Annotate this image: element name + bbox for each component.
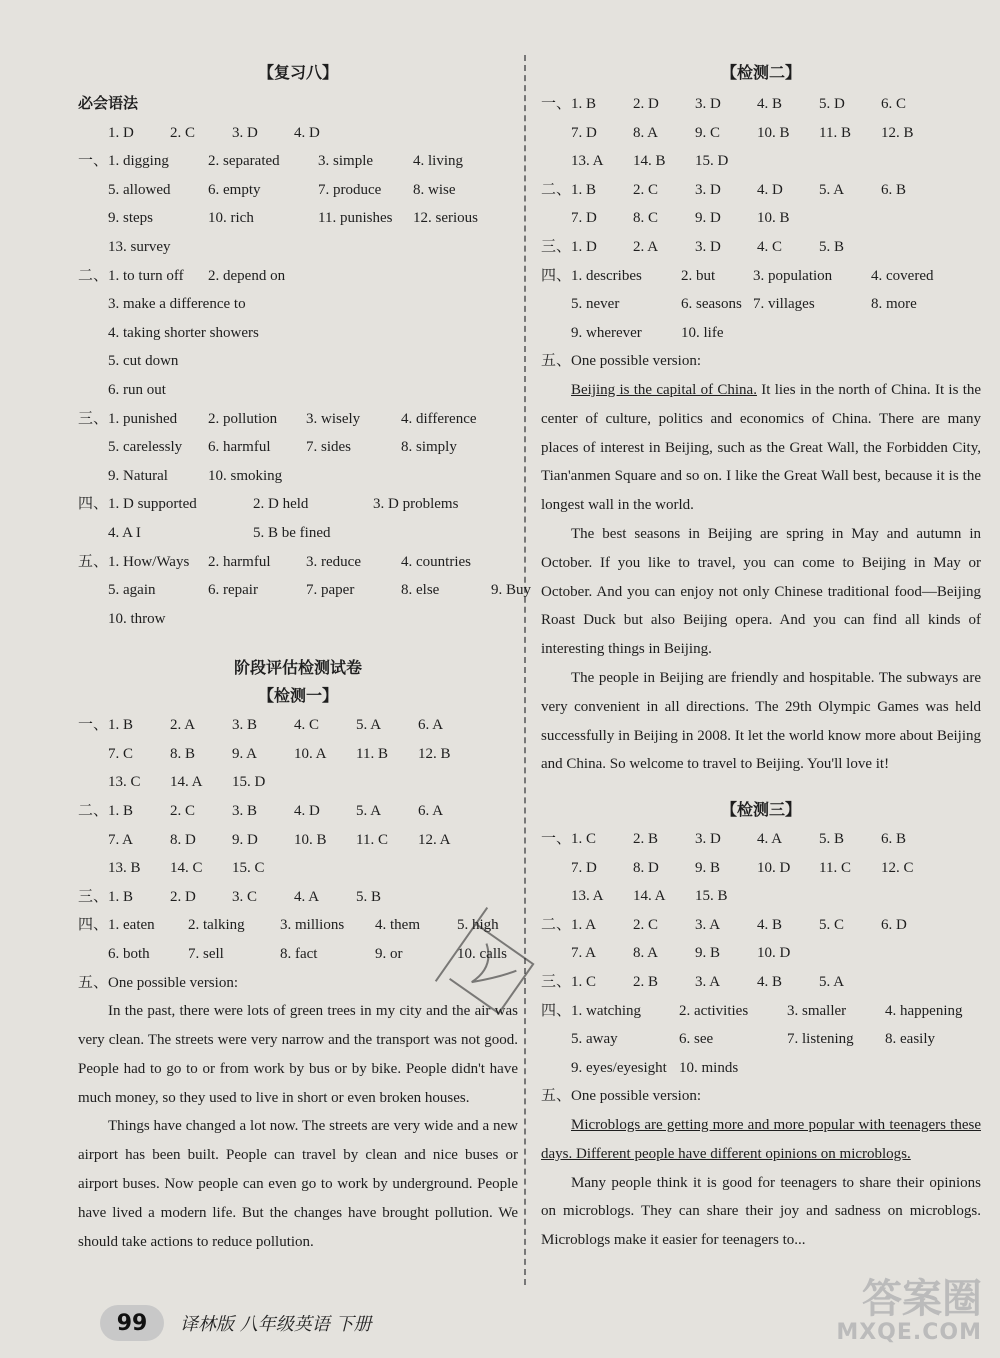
answer-item: 11. B (356, 745, 388, 762)
answer-item: 10. B (757, 124, 790, 141)
answer-item: 1. How/Ways (108, 553, 190, 570)
answer-item: 2. D held (253, 496, 309, 513)
answer-item: 4. D (294, 803, 320, 820)
answer-row (78, 290, 518, 319)
answer-row (541, 854, 981, 883)
answer-item: 7. A (108, 831, 134, 848)
answer-row (541, 968, 981, 997)
answer-item: 1. punished (108, 410, 178, 427)
answer-item: 2. C (633, 181, 659, 198)
answer-item: 9. C (695, 124, 721, 141)
answer-item: 7. C (108, 745, 134, 762)
essay-text: It lies in the north of China. It is the center of culture, politics and economics of China. There are many places of interest in Beijing, such as the Great Wall, the Forbidden City, Tian'anmen Square and so on. I like the Great Wall best, because it is the longest wall in the world. (541, 381, 982, 514)
essay-topic-sentence: Microblogs are getting more and more popular with teenagers these days. Different people have different opinions on microblogs. (541, 1117, 981, 1162)
answer-item: 4. taking shorter showers (108, 324, 259, 341)
section-2 (78, 262, 518, 405)
answer-item: 7. produce (318, 181, 382, 198)
answer-row (78, 462, 518, 491)
answer-item: 8. A (633, 124, 659, 141)
answer-item: 2. D (170, 888, 196, 905)
answer-item: 13. A (571, 888, 604, 905)
answer-item: 15. D (232, 774, 266, 791)
test3-section-2 (541, 911, 981, 968)
answer-row (78, 433, 518, 462)
answer-item: 10. D (757, 945, 791, 962)
answer-row (541, 262, 981, 291)
answer-item: 3. A (695, 974, 721, 991)
answer-item: 2. C (170, 803, 196, 820)
answer-item: 6. both (108, 946, 150, 963)
answer-item: 5. never (571, 296, 620, 313)
answer-item: 8. else (401, 582, 440, 599)
answer-item: 3. simple (318, 153, 374, 170)
answer-item: 8. fact (280, 946, 318, 963)
section-label: 一、 (541, 96, 572, 112)
answer-item: 4. countries (401, 553, 471, 570)
answer-item: 6. C (881, 96, 907, 112)
answer-item: 4. living (413, 153, 464, 170)
section-3 (78, 405, 518, 491)
answer-row (78, 740, 518, 769)
answer-item: 7. listening (787, 1031, 854, 1048)
answer-item: 2. pollution (208, 410, 278, 427)
answer-item: 6. repair (208, 582, 258, 599)
section-label: 三、 (78, 888, 109, 905)
answer-row (78, 797, 518, 826)
answer-item: 8. B (170, 745, 196, 762)
answer-item: 2. A (633, 238, 659, 255)
section-label: 二、 (78, 803, 109, 820)
answer-row (78, 490, 518, 519)
answer-item: 3. smaller (787, 1002, 847, 1019)
answer-item: 10. B (294, 831, 327, 848)
answer-item: 8. easily (885, 1031, 935, 1048)
answer-item: 6. see (679, 1031, 714, 1048)
answer-item: 11. punishes (318, 210, 393, 227)
test2-section-1 (541, 90, 981, 176)
answer-item: 9. A (232, 745, 258, 762)
section-label: 四、 (78, 496, 109, 513)
answer-item: 13. A (571, 153, 604, 170)
answer-item: 9. D (695, 210, 721, 227)
answer-item: 5. high (457, 917, 499, 934)
answer-item: 8. A (633, 945, 659, 962)
test2-section-2 (541, 176, 981, 233)
answer-item: 1. D (108, 124, 134, 141)
answer-item: 10. life (681, 324, 724, 341)
answer-item: 4. A (294, 888, 320, 905)
answer-row (541, 233, 981, 262)
answer-item: 1. eaten (108, 917, 155, 934)
answer-item: 6. harmful (208, 439, 271, 456)
test3-section-1 (541, 825, 981, 911)
answer-row (541, 204, 981, 233)
answer-item: 1. A (571, 916, 597, 933)
answer-item: 5. A (356, 717, 382, 734)
answer-item: 9. Buy (491, 582, 532, 599)
answer-item: 2. B (633, 831, 659, 848)
answer-item: 4. covered (871, 267, 934, 284)
answer-row (78, 233, 518, 262)
answer-row (78, 376, 518, 405)
answer-item: 9. B (695, 945, 721, 962)
answer-row (541, 1025, 981, 1054)
test2-section-3 (541, 233, 981, 262)
answer-item: 9. eyes/eyesight (571, 1059, 667, 1076)
answer-row (541, 290, 981, 319)
answer-item: 11. C (356, 831, 388, 848)
section-label: 三、 (78, 410, 109, 427)
answer-row (78, 347, 518, 376)
answer-item: 3. D (695, 181, 721, 198)
answer-item: 2. D (633, 96, 659, 112)
answer-item: 15. B (695, 888, 728, 905)
answer-item: 4. B (757, 96, 783, 112)
answer-item: 3. D (232, 124, 258, 141)
answer-item: 15. D (695, 153, 729, 170)
answer-item: 2. activities (679, 1002, 749, 1019)
section-label: 一、 (78, 717, 109, 734)
answer-item: 7. D (571, 124, 597, 141)
watermark-text: 答案圈 (862, 1276, 982, 1322)
answer-item: 10. minds (679, 1059, 739, 1076)
answer-item: 7. sides (306, 439, 351, 456)
answer-row (541, 939, 981, 968)
answer-item: 4. D (757, 181, 783, 198)
answer-item: 5. away (571, 1031, 618, 1048)
answer-item: 10. D (757, 859, 791, 876)
test3-section-3 (541, 968, 981, 997)
answer-item: 3. wisely (306, 410, 361, 427)
answer-item: 14. C (170, 860, 203, 877)
answer-item: 2. A (170, 717, 196, 734)
answer-item: 4. happening (885, 1002, 963, 1019)
column-divider (524, 55, 526, 1285)
essay-paragraph: Many people think it is good for teenagers to share their opinions on microblogs. They can share their joy and sadness on microblogs. Microblogs make it easier for teenagers to... (541, 1174, 981, 1249)
section-label: 二、 (541, 181, 572, 198)
answer-item: 4. A (757, 831, 783, 848)
answer-item: 1. B (571, 96, 597, 112)
answer-item: 5. C (819, 916, 845, 933)
answer-item: 5. again (108, 582, 156, 599)
section-1 (78, 147, 518, 261)
answer-item: 13. C (108, 774, 141, 791)
answer-item: 5. A (819, 974, 845, 991)
section-label: 一、 (78, 153, 109, 170)
answer-row (78, 711, 518, 740)
section-label: 四、 (541, 1002, 572, 1019)
answer-item: 12. B (418, 745, 451, 762)
answer-item: 9. or (375, 946, 403, 963)
test2-section-4 (541, 262, 981, 348)
answer-item: 6. B (881, 181, 907, 198)
answer-row (541, 147, 981, 176)
section-4 (78, 490, 518, 547)
answer-item: 6. run out (108, 381, 166, 398)
answer-item: 7. A (571, 945, 597, 962)
answer-item: 7. villages (753, 296, 815, 313)
answer-row (541, 997, 981, 1026)
answer-row (541, 1054, 981, 1083)
essay-topic-sentence: Beijing is the capital of China. (571, 381, 757, 398)
answer-item: 5. B (356, 888, 382, 905)
answer-item: 8. D (170, 831, 196, 848)
section-label: 三、 (541, 238, 572, 255)
answer-item: 5. B (819, 831, 845, 848)
answer-item: 4. B (757, 974, 783, 991)
answer-item: 3. make a difference to (108, 296, 246, 313)
answer-item: 2. separated (208, 153, 280, 170)
test1-s5-label: 五、One possible version: (78, 974, 238, 991)
answer-item: 3. B (232, 803, 258, 820)
answer-item: 5. allowed (108, 181, 171, 198)
section-label: 一、 (541, 831, 572, 848)
answer-item: 7. sell (188, 946, 224, 963)
answer-item: 3. D (695, 96, 721, 112)
answer-item: 10. B (757, 210, 790, 227)
answer-item: 6. A (418, 803, 444, 820)
answer-item: 8. simply (401, 439, 457, 456)
answer-row (78, 405, 518, 434)
answer-item: 14. A (170, 774, 203, 791)
answer-item: 1. describes (571, 267, 642, 284)
answer-row (541, 911, 981, 940)
answer-item: 1. to turn off (108, 267, 184, 284)
answer-item: 5. A (819, 181, 845, 198)
answer-item: 3. D (695, 831, 721, 848)
answer-item: 3. C (232, 888, 258, 905)
answer-item: 5. A (356, 803, 382, 820)
answer-row (78, 519, 518, 548)
answer-item: 14. B (633, 153, 666, 170)
answer-item: 2. talking (188, 917, 245, 934)
test2-title: 【检测二】 (720, 65, 801, 82)
answer-item: 6. D (881, 916, 907, 933)
answer-row (78, 826, 518, 855)
answer-item: 1. D supported (108, 496, 197, 513)
answer-item: 1. digging (108, 153, 169, 170)
answer-item: 4. them (375, 917, 421, 934)
answer-row (541, 119, 981, 148)
answer-item: 3. reduce (306, 553, 361, 570)
answer-item: 7. paper (306, 582, 355, 599)
answer-item: 1. C (571, 974, 597, 991)
answer-row (78, 176, 518, 205)
answer-item: 8. wise (413, 181, 456, 198)
answer-row (78, 204, 518, 233)
answer-item: 1. C (571, 831, 597, 848)
answer-item: 1. B (108, 717, 134, 734)
answer-item: 3. B (232, 717, 258, 734)
answer-row (78, 768, 518, 797)
answer-item: 3. population (753, 267, 833, 284)
section-label: 四、 (541, 267, 572, 284)
answer-item: 12. serious (413, 210, 478, 227)
answer-item: 8. more (871, 296, 917, 313)
page-number: 99 (100, 1305, 164, 1341)
answer-item: 13. B (108, 860, 141, 877)
book-info: 译林版 八年级英语 下册 (180, 1314, 372, 1335)
answer-item: 6. seasons (681, 296, 742, 313)
essay-paragraph: Things have changed a lot now. The streets are very wide and a new airport has been built. People can travel by clean and nice buses or airport buses. Now people can even go to work by underground. People have lived a modern life. But the changes have brought pollution. We should take actions to reduce pollution. (78, 1118, 518, 1250)
answer-item: 15. C (232, 860, 265, 877)
answer-item: 2. C (170, 124, 196, 141)
test2-essay (541, 376, 981, 779)
essay-paragraph: In the past, there were lots of green trees in my city and the air was very clean. The streets were very narrow and the transport was not good. People had to go to or from work by bus or by bike. People didn't have much money, so they used to live in short or even broken houses. (78, 1003, 518, 1106)
section-label: 三、 (541, 974, 572, 991)
answer-item: 2. B (633, 974, 659, 991)
answer-item: 7. D (571, 859, 597, 876)
answer-item: 5. cut down (108, 353, 179, 370)
test1-title: 【检测一】 (257, 688, 338, 706)
essay-paragraph: The best seasons in Beijing are spring in May and autumn in October. If you like to travel, you can come to Beijing in May or October. And you can enjoy not only Chinese traditional food—Beijing Roast Duck but also Beijing opera. And you can find all kinds of interesting things in Beijing. (541, 525, 981, 658)
section-label: 二、 (541, 916, 572, 933)
answer-item: 5. D (819, 96, 845, 112)
answer-row (541, 882, 981, 911)
section-label: 二、 (78, 267, 109, 284)
answer-row (541, 90, 981, 119)
answer-item: 9. steps (108, 210, 153, 227)
answer-item: 8. D (633, 859, 659, 876)
grammar-answers (78, 119, 518, 148)
answer-item: 10. rich (208, 210, 254, 227)
stage-title: 阶段评估检测试卷 (233, 660, 362, 678)
section-label: 五、 (78, 553, 109, 570)
answer-row (78, 605, 518, 634)
answer-item: 11. C (819, 859, 851, 876)
answer-item: 12. C (881, 859, 914, 876)
answer-item: 1. D (571, 238, 597, 255)
answer-item: 1. B (571, 181, 597, 198)
left-column (78, 60, 532, 1256)
answer-item: 8. C (633, 210, 659, 227)
answer-item: 4. D (294, 124, 320, 141)
answer-row (78, 319, 518, 348)
section-5 (78, 548, 532, 634)
grammar-label: 必会语法 (78, 96, 139, 112)
answer-item: 5. B be fined (253, 524, 331, 541)
watermark-logo (836, 1278, 982, 1345)
answer-item: 5. B (819, 238, 845, 255)
answer-row (78, 548, 518, 577)
answer-item: 1. B (108, 803, 134, 820)
answer-item: 5. carelessly (108, 439, 183, 456)
essay-paragraph: The people in Beijing are friendly and hospitable. The subways are very convenient in all directions. The 29th Olympic Games was held successfully in Beijing in 2008. It let the world know more about Beijing and China. So welcome to travel to Beijing. You'll love it! (541, 669, 981, 773)
watermark-url: MXQE.COM (836, 1320, 982, 1345)
answer-item: 10. calls (457, 946, 507, 963)
test3-essay (541, 1111, 981, 1255)
answer-item: 3. D (695, 238, 721, 255)
answer-item: 1. watching (571, 1002, 641, 1019)
answer-item: 3. A (695, 916, 721, 933)
answer-row (541, 825, 981, 854)
answer-item: 10. throw (108, 610, 166, 627)
answer-row (78, 576, 532, 605)
test3-s5-label: 五、One possible version: (541, 1088, 701, 1105)
test3-title: 【检测三】 (720, 802, 801, 820)
review-title: 【复习八】 (257, 65, 338, 82)
answer-row (541, 319, 981, 348)
answer-row (78, 262, 518, 291)
answer-item: 2. depend on (208, 267, 286, 284)
answer-item: 9. D (232, 831, 258, 848)
answer-item: 12. A (418, 831, 451, 848)
answer-item: 1. B (108, 888, 134, 905)
answer-item: 12. B (881, 124, 914, 141)
answer-item: 4. C (294, 717, 320, 734)
answer-row (541, 176, 981, 205)
test3-section-4 (541, 997, 981, 1083)
answer-item: 9. Natural (108, 467, 168, 484)
answer-item: 11. B (819, 124, 851, 141)
answer-item: 6. B (881, 831, 907, 848)
answer-item: 4. C (757, 238, 783, 255)
answer-item: 4. A I (108, 524, 141, 541)
answer-item: 2. C (633, 916, 659, 933)
right-column (541, 60, 981, 1255)
answer-item: 9. wherever (571, 324, 642, 341)
test1-section-1 (78, 711, 518, 797)
answer-item: 9. B (695, 859, 721, 876)
test1-essay (78, 997, 518, 1256)
answer-item: 6. empty (208, 181, 261, 198)
answer-item: 6. A (418, 717, 444, 734)
answer-item: 3. D problems (373, 496, 459, 513)
answer-item: 2. but (681, 267, 716, 284)
answer-item: 4. B (757, 916, 783, 933)
answer-item: 13. survey (108, 238, 171, 255)
page-footer (100, 1305, 371, 1341)
answer-item: 10. smoking (208, 467, 283, 484)
answer-row (78, 147, 518, 176)
answer-item: 4. difference (401, 410, 477, 427)
section-label: 四、 (78, 917, 109, 934)
answer-item: 3. millions (280, 917, 345, 934)
answer-item: 10. A (294, 745, 327, 762)
test2-s5-label: 五、One possible version: (541, 353, 701, 370)
answer-item: 7. D (571, 210, 597, 227)
answer-item: 14. A (633, 888, 666, 905)
answer-item: 2. harmful (208, 553, 271, 570)
